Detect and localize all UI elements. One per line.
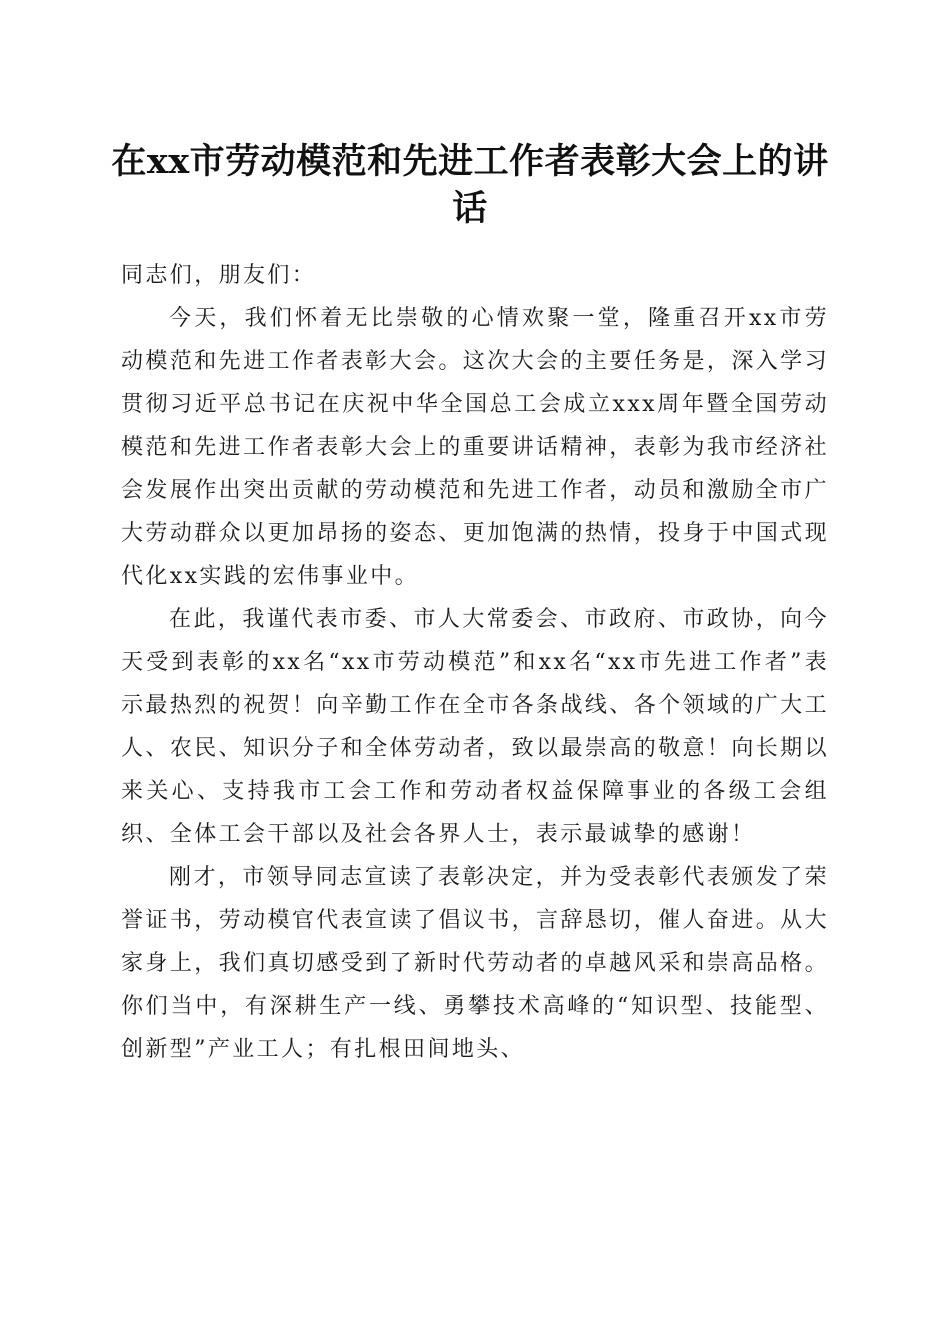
document-body <box>121 254 829 1071</box>
document-title: 在xx市劳动模范和先进工作者表彰大会上的讲话 <box>111 141 829 229</box>
salutation: 同志们，朋友们： <box>121 263 317 288</box>
paragraph-opening: 今天，我们怀着无比崇敬的心情欢聚一堂，隆重召开xx市劳动模范和先进工作者表彰大会。这次大会的主要任务是，深入学习贯彻习近平总书记在庆祝中华全国总工会成立xxx周年暨全国劳动模范和先进工作者表彰大会上的重要讲话精神，表彰为我市经济社会发展作出突出贡献的劳动模范和先进工作者，动员和激励全市广大劳动群众以更加昂扬的姿态、更加饱满的热情，投身于中国式现代化xx实践的宏伟事业中。 <box>121 306 829 589</box>
paragraph-congratulations: 在此，我谨代表市委、市人大常委会、市政府、市政协，向今天受到表彰的xx名“xx市劳动模范”和xx名“xx市先进工作者”表示最热烈的祝贺！向辛勤工作在全市各条战线、各个领域的广大工人、农民、知识分子和全体劳动者，致以最崇高的敬意！向长期以来关心、支持我市工会工作和劳动者权益保障事业的各级工会组织、全体工会干部以及社会各界人士，表示最诚挚的感谢！ <box>121 607 829 847</box>
paragraph-recognition: 刚才，市领导同志宣读了表彰决定，并为受表彰代表颁发了荣誉证书，劳动模官代表宣读了倡议书，言辞恳切，催人奋进。从大家身上，我们真切感受到了新时代劳动者的卓越风采和崇高品格。你们当中，有深耕生产一线、勇攀技术高峰的“知识型、技能型、创新型”产业工人；有扎根田间地头、 <box>121 865 829 1062</box>
